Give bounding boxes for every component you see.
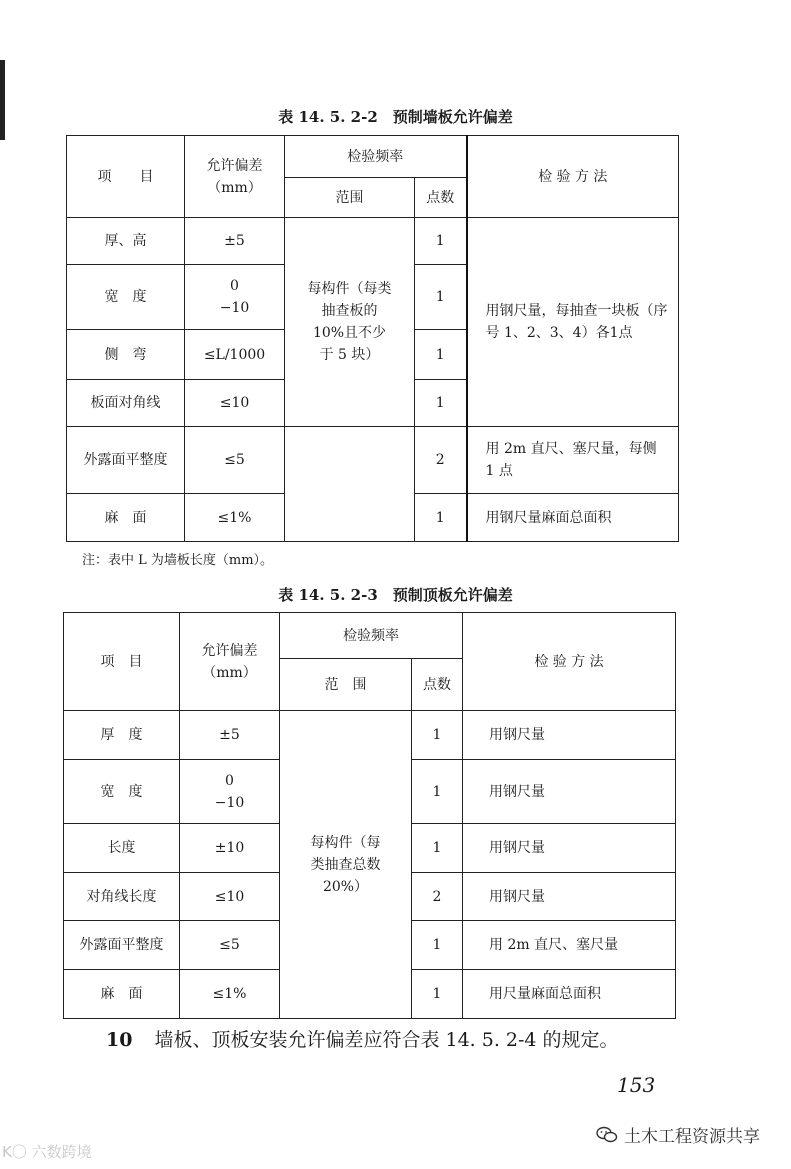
table2-row2-tol-upper: 0 [225, 772, 234, 789]
table2-row2-points: 1 [412, 760, 463, 824]
table2-row5-tol: ≤5 [180, 921, 280, 970]
table-row [67, 427, 679, 494]
table1-header-method: 检 验 方 法 [467, 136, 679, 218]
table1-row2-tol-lower: −10 [219, 300, 250, 316]
wechat-icon [596, 1126, 618, 1144]
table2-row6-tol: ≤1% [180, 970, 280, 1019]
table2-header-tol-unit: （mm） [202, 664, 257, 681]
table1-range-cell: 每构件（每类抽查板的 10%且不少于 5 块） [285, 218, 415, 427]
table1-row6-tol: ≤1% [185, 494, 285, 542]
table2 [63, 612, 676, 1019]
table2-row3-method: 用钢尺量 [463, 824, 676, 873]
table1-row6-item: 麻 面 [67, 494, 185, 542]
table2-row1-item: 厚 度 [64, 711, 180, 760]
table2-row2-item: 宽 度 [64, 760, 180, 824]
table2-header-points: 点数 [412, 659, 463, 711]
table1-header-tol [185, 136, 285, 218]
table2-row2-method: 用钢尺量 [463, 760, 676, 824]
table1-header-range: 范围 [285, 178, 415, 218]
table2-row4-item: 对角线长度 [64, 873, 180, 921]
table2-header-method: 检 验 方 法 [463, 613, 676, 711]
page-number: 153 [617, 1073, 656, 1097]
table2-row4-points: 2 [412, 873, 463, 921]
table1-row3-tol: ≤L/1000 [185, 330, 285, 380]
table2-row3-item: 长度 [64, 824, 180, 873]
watermark-right [596, 1122, 760, 1147]
table1-header-tol-label: 允许偏差 [206, 157, 263, 174]
clause-10 [106, 1025, 619, 1052]
table1-row4-tol: ≤10 [185, 380, 285, 427]
watermark-right-text: 土木工程资源共享 [624, 1127, 760, 1147]
table2-row4-tol: ≤10 [180, 873, 280, 921]
table1-row3-item: 侧 弯 [67, 330, 185, 380]
table2-row1-method: 用钢尺量 [463, 711, 676, 760]
table2-row3-tol: ±10 [180, 824, 280, 873]
table1-row5-points: 2 [415, 427, 467, 494]
table2-header-tol [180, 613, 280, 711]
table1-note: 注：表中 L 为墙板长度（mm）。 [82, 553, 274, 568]
table2-header-item: 项 目 [64, 613, 180, 711]
table2-caption: 表 14. 5. 2-3 预制顶板允许偏差 [278, 586, 513, 604]
table1-method-b: 用 2m 直尺、塞尺量，每侧 1 点 [467, 427, 679, 494]
table1-header-tol-unit: （mm） [207, 179, 262, 196]
table1-row2-points: 1 [415, 265, 467, 330]
table2-row4-method: 用钢尺量 [463, 873, 676, 921]
table1-method-c: 用钢尺量麻面总面积 [467, 494, 679, 542]
clause-number: 10 [106, 1029, 133, 1051]
table1-row1-item: 厚、高 [67, 218, 185, 265]
table1-row6-points: 1 [415, 494, 467, 542]
scan-edge-mark [0, 60, 5, 140]
table1-method-a: 用钢尺量，每抽查一块板（序号 1、2、3、4）各1点 [467, 218, 679, 427]
table1-range-empty [285, 427, 415, 542]
table1-header-points: 点数 [415, 178, 467, 218]
table2-row2-tol [180, 760, 280, 824]
watermark-left: K〇 六数跨境 [2, 1143, 92, 1161]
table2-header-tol-label: 允许偏差 [201, 642, 258, 659]
table-row [67, 218, 679, 265]
table2-header-range: 范 围 [280, 659, 412, 711]
table2-row1-points: 1 [412, 711, 463, 760]
table1-header-item: 项 目 [67, 136, 185, 218]
table2-range-cell: 每构件（每类抽查总数 20%） [280, 711, 412, 1019]
table2-row5-method: 用 2m 直尺、塞尺量 [463, 921, 676, 970]
table1-row3-points: 1 [415, 330, 467, 380]
table-row [64, 711, 676, 760]
table1-row4-points: 1 [415, 380, 467, 427]
table1-header-freq: 检验频率 [285, 136, 467, 178]
table2-row6-item: 麻 面 [64, 970, 180, 1019]
table2-row2-tol-lower: −10 [214, 794, 245, 811]
table1 [66, 135, 679, 542]
table1-row5-item: 外露面平整度 [67, 427, 185, 494]
table2-row5-points: 1 [412, 921, 463, 970]
table1-caption: 表 14. 5. 2-2 预制墙板允许偏差 [278, 108, 513, 126]
table2-row6-points: 1 [412, 970, 463, 1019]
table2-row6-method: 用尺量麻面总面积 [463, 970, 676, 1019]
table1-row2-tol-upper: 0 [230, 278, 239, 294]
table1-row2-item: 宽 度 [67, 265, 185, 330]
table1-row1-tol: ±5 [185, 218, 285, 265]
table2-row5-item: 外露面平整度 [64, 921, 180, 970]
table2-row3-points: 1 [412, 824, 463, 873]
table1-row5-tol: ≤5 [185, 427, 285, 494]
clause-text: 墙板、顶板安装允许偏差应符合表 14. 5. 2-4 的规定。 [154, 1029, 619, 1051]
table2-row1-tol: ±5 [180, 711, 280, 760]
table1-row2-tol [185, 265, 285, 330]
table1-row1-points: 1 [415, 218, 467, 265]
table1-row4-item: 板面对角线 [67, 380, 185, 427]
table2-header-freq: 检验频率 [280, 613, 463, 659]
